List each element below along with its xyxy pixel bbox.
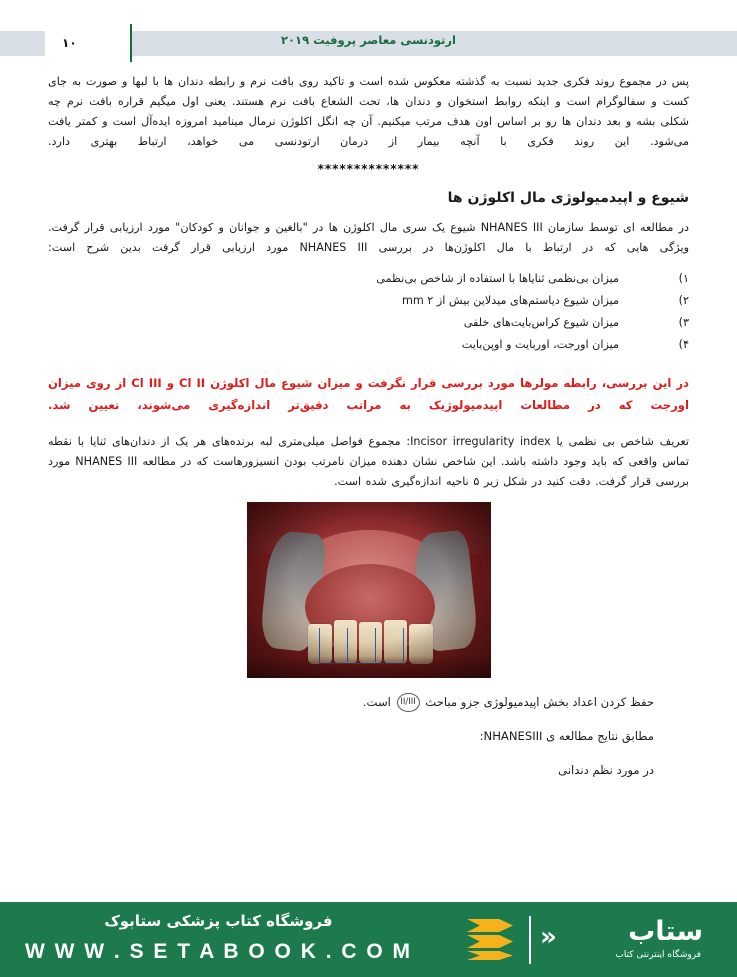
chevron-mark (467, 935, 513, 948)
list-item-marker: ۲) (678, 294, 689, 307)
brand-logo-text: ستاب (628, 916, 703, 947)
running-head-title: ارتودنسی معاصر پروفیت ۲۰۱۹ (281, 33, 456, 47)
list-item (48, 290, 689, 312)
chevron-left-icon: « (540, 922, 557, 952)
list-item (48, 268, 689, 290)
intraoral-occlusal-photo (247, 502, 491, 678)
page-header (0, 0, 737, 62)
feature-list (48, 268, 689, 356)
footer-store-name: فروشگاه کتاب پزشکی ستابوک (104, 912, 333, 930)
highlighted-note: در این بررسی، رابطه مولرها مورد بررسی قرار نگرفت و میزان شیوع مال اکلوژن Cl II و Cl III از روی میزان اورجت که در مطالعات اپیدمیولوژیک به مراتب دقیق‌تر اندازه‌گیری می‌شوند، تعیین شد. (48, 376, 689, 412)
photo-vignette (247, 502, 491, 678)
list-item-marker: ۳) (678, 316, 689, 329)
list-item-label: میزان بی‌نظمی ثنایاها با استفاده از شاخص بی‌نظمی (376, 272, 619, 285)
page-footer (0, 902, 737, 977)
list-item-label: میزان اورجت، اوربایت و اوپن‌بایت (461, 338, 619, 351)
list-item-marker: ۱) (678, 272, 689, 285)
footer-website-url[interactable] (0, 940, 437, 964)
list-item-marker: ۴) (678, 338, 689, 351)
badge-icon: II/III (397, 693, 420, 712)
list-item (48, 334, 689, 356)
results-subheading: در مورد نظم دندانی (558, 763, 654, 777)
note-text-after: است. (362, 695, 391, 709)
chevron-stack-icon (467, 919, 515, 961)
list-item-label: میزان شیوع دیاستم‌های میدلاین بیش از mm ۲ (401, 294, 619, 307)
list-item (48, 312, 689, 334)
page-number-box (45, 24, 132, 62)
chevron-mark (467, 919, 513, 932)
results-heading: مطابق نتایج مطالعه ی NHANESIII: (479, 729, 654, 743)
figure-container (247, 502, 491, 678)
section-heading: شیوع و اپیدمیولوژی مال اکلوژن ها (447, 190, 689, 206)
note-memorize-numbers (48, 692, 689, 712)
footer-url-text: W W W . S E T A B O O K . C O M (24, 940, 413, 963)
footer-divider (529, 916, 531, 964)
paragraph-irregularity-index: تعریف شاخص بی نظمی یا Incisor irregularity index: مجموع فواصل میلی‌متری لبه برنده‌های هر یک از دندان‌های ثنایا با نقطه تماس واقعی که باید وجود داشته باشد. این شاخص نشان دهنده میزان نامرتب بودن انسیزورهاست که در مطالعه NHANES III مورد بررسی قرار گرفت. دقت کنید در شکل زیر ۵ ناحیه اندازه‌گیری شده است. (48, 435, 689, 488)
page-content (48, 72, 689, 912)
paragraph-nhanes-intro: در مطالعه ای توسط سازمان NHANES III شیوع یک سری مال اکلوژن ها در "بالغین و جوانان و کودکان" مورد ارزیابی قرار گرفت. ویژگی هایی که در ارتباط با مال اکلوژن‌ها در بررسی NHANES III مورد ارزیابی قرار گرفت بدین شرح است: (48, 221, 689, 254)
chevron-mark (467, 951, 513, 960)
list-item-label: میزان شیوع کراس‌بایت‌های خلفی (463, 316, 619, 329)
paragraph-intro: پس در مجموع روند فکری جدید نسبت به گذشته معکوس شده است و تاکید روی بافت نرم و رابطه دندان ها با لبها و صورت به جای کست و سفالوگرام است و اینکه روابط استخوان و دندان ها، تحت الشعاع بافت نرم هستند. یعنی اول میگیم قراره بافت نرم چه شکلی بشه و بعد دندان ها رو بر اساس اون هدف مرتب میکنیم. آن چه انگل اکلوژن نرمال مینامید امروزه ایده‌آل است و کمتر یافت می‌شود. این روند فکری با آنچه بیمار از درمان ارتودنسی می خواهد، ارتباط بهتری دارد. (48, 75, 689, 148)
page-number: ۱۰ (62, 36, 77, 50)
brand-logo[interactable] (538, 914, 703, 966)
note-text-before: حفظ کردن اعداد بخش اپیدمیولوژی جزو مباحث (425, 695, 654, 709)
brand-logo-subtitle: فروشگاه اینترنتی کتاب (615, 950, 701, 960)
section-separator-stars: ************** (317, 162, 420, 176)
